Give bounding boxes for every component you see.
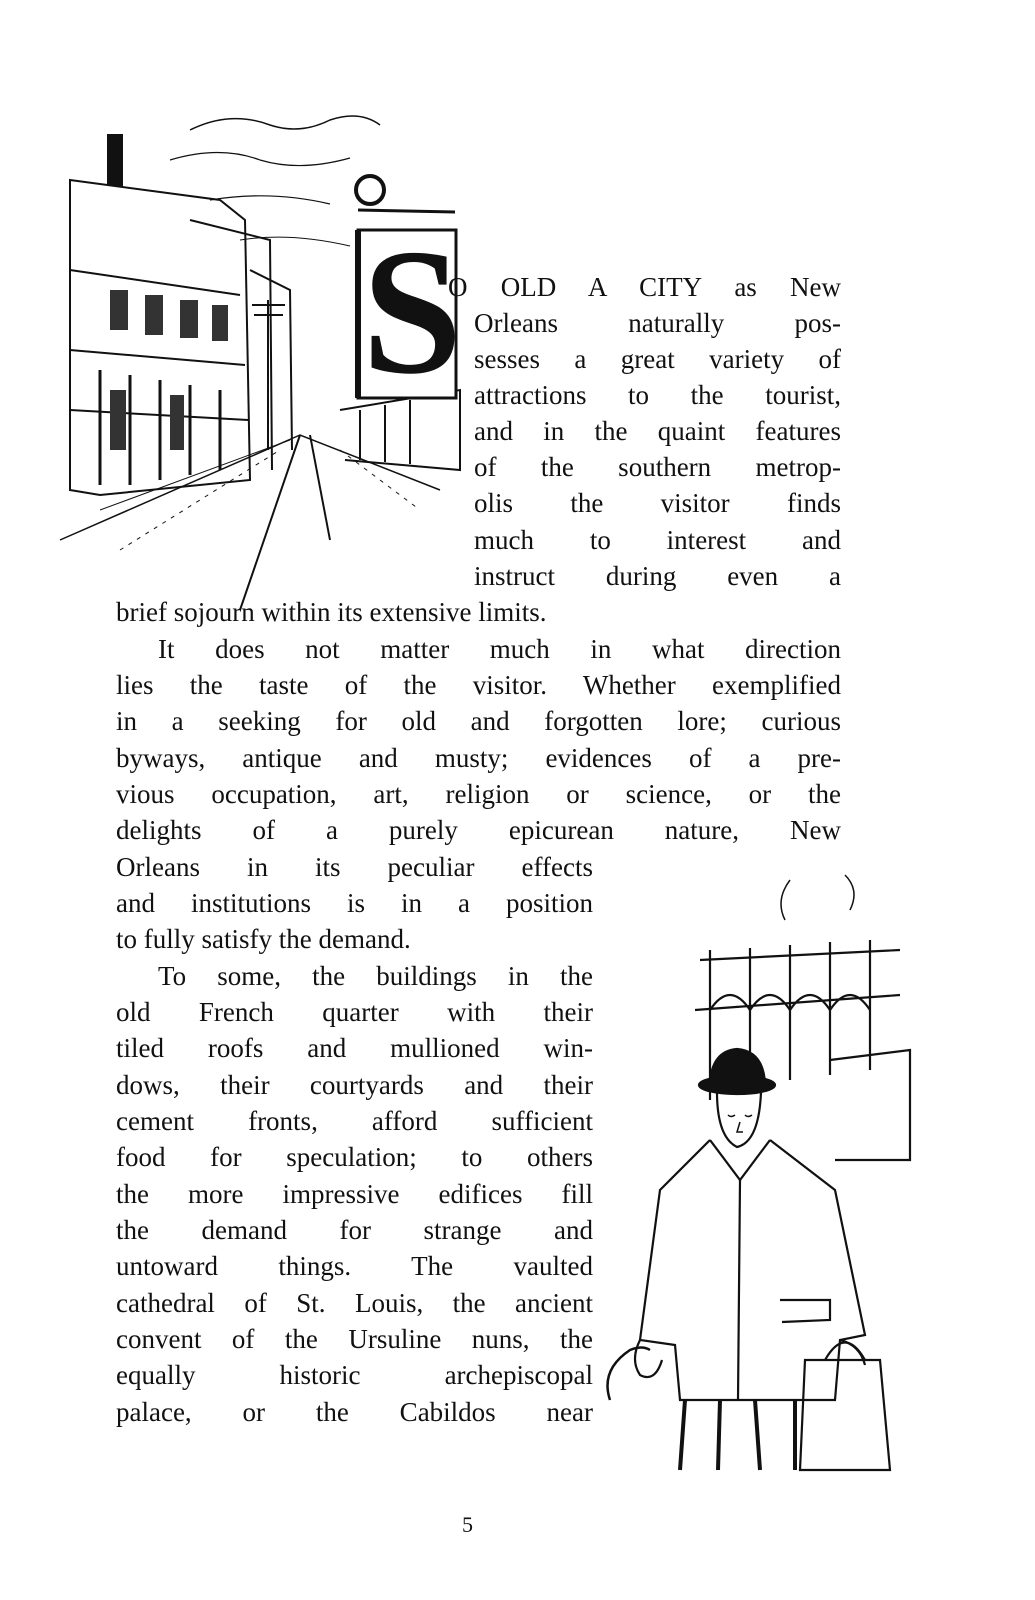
text-line: convent of the Ursuline nuns, the [116,1324,593,1354]
text-line: delights of a purely epicurean nature, New [116,815,841,845]
page-number: 5 [462,1512,473,1537]
text-line: palace, or the Cabildos near [116,1397,593,1427]
text-line: in a seeking for old and forgotten lore; curious [116,706,841,736]
text-line: vious occupation, art, religion or science, or the [116,779,841,809]
text-line: to fully satisfy the demand. [116,924,411,954]
text-line: and institutions is in a position [116,888,593,918]
text-line: To some, the buildings in the [158,961,593,991]
text-line: of the southern metrop- [474,452,841,482]
text-line: sesses a great variety of [474,344,841,374]
text-line: byways, antique and musty; evidences of a pre- [116,743,841,773]
gentleman-illustration [600,860,920,1480]
text-line: equally historic archepiscopal [116,1360,593,1390]
text-line: Orleans naturally pos- [474,308,841,338]
text-line: It does not matter much in what direction [158,634,841,664]
text-line: dows, their courtyards and their [116,1070,593,1100]
text-line: Orleans in its peculiar effects [116,852,593,882]
drop-cap: S [362,212,463,411]
text-line: cement fronts, afford sufficient [116,1106,593,1136]
text-line: much to interest and [474,525,841,555]
text-line: the more impressive edifices fill [116,1179,593,1209]
text-line: attractions to the tourist, [474,380,841,410]
text-line: cathedral of St. Louis, the ancient [116,1288,593,1318]
text-line: lies the taste of the visitor. Whether exemplified [116,670,841,700]
text-line: old French quarter with their [116,997,593,1027]
text-line: olis the visitor finds [474,488,841,518]
text-line: tiled roofs and mullioned win- [116,1033,593,1063]
text-line: instruct during even a [474,561,841,591]
text-line: the demand for strange and [116,1215,593,1245]
text-line: untoward things. The vaulted [116,1251,593,1281]
text-line: O OLD A CITY as New [448,272,841,302]
text-line: and in the quaint features [474,416,841,446]
text-line: food for speculation; to others [116,1142,593,1172]
text-line: brief sojourn within its extensive limits. [116,597,547,627]
